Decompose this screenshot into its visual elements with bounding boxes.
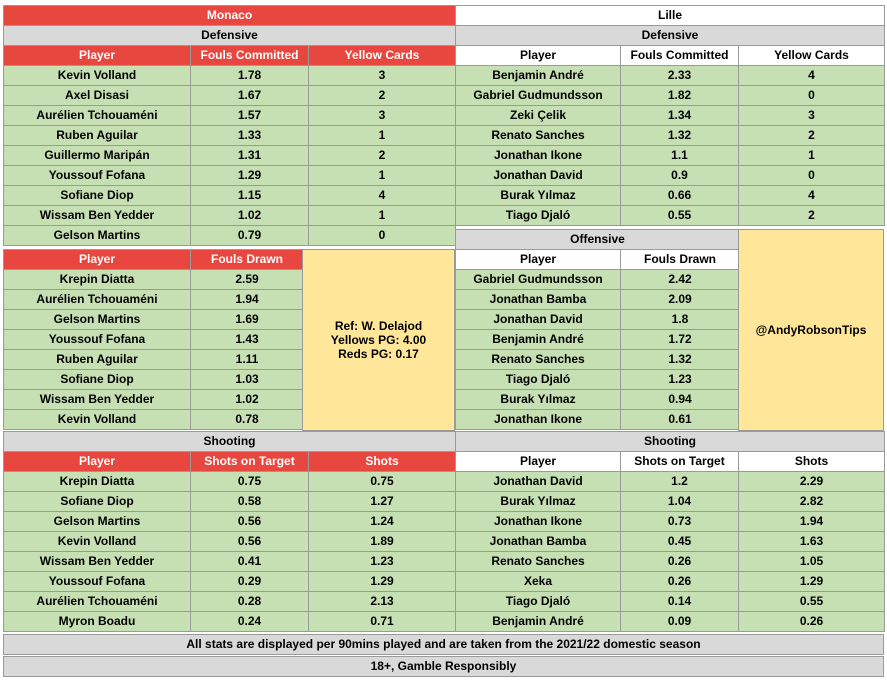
monaco-fouls-committed-header: Player Fouls Committed Yellow Cards [4,46,456,66]
player-name-cell: Krepin Diatta [4,270,191,290]
player-name-cell: Benjamin André [456,330,621,350]
stat-value-cell: 0.29 [191,572,309,592]
stat-value-cell: 1.02 [191,390,304,410]
table-row [4,86,456,106]
player-name-cell: Tiago Djaló [456,206,621,226]
stat-value-cell: 0.56 [191,532,309,552]
stat-value-cell: 1.2 [621,472,739,492]
stat-value-cell: 1.94 [191,290,304,310]
stat-value-cell: 1.33 [191,126,309,146]
handle-box [738,229,884,431]
table-row [456,126,885,146]
table-row [4,226,456,246]
stat-value-cell: 1.05 [739,552,885,572]
player-name-cell: Jonathan Bamba [456,532,621,552]
stat-value-cell: 1.03 [191,370,304,390]
stat-value-cell: 0 [309,226,456,246]
stat-value-cell: 3 [739,106,885,126]
stat-value-cell: 2.42 [621,270,740,290]
table-row [456,350,740,370]
table-row [456,572,885,592]
stat-value-cell: 0.09 [621,612,739,632]
stat-value-cell: 2 [739,126,885,146]
player-name-cell: Kevin Volland [4,410,191,430]
stat-value-cell: 0.56 [191,512,309,532]
monaco-shooting-header: Player Shots on Target Shots [4,452,456,472]
referee-reds: Reds PG: 0.17 [338,347,419,361]
table-row [4,270,304,290]
stat-value-cell: 4 [739,186,885,206]
table-row [456,290,740,310]
lille-fouls-committed-header: Player Fouls Committed Yellow Cards [456,46,885,66]
table-row [456,270,740,290]
lille-shooting-title: Shooting [456,432,885,452]
player-name-cell: Wissam Ben Yedder [4,552,191,572]
table-row [4,350,304,370]
stat-value-cell: 0.73 [621,512,739,532]
table-row [456,492,885,512]
stat-value-cell: 0 [739,166,885,186]
player-name-cell: Jonathan David [456,310,621,330]
player-name-cell: Tiago Djaló [456,370,621,390]
stat-value-cell: 0.26 [621,572,739,592]
player-name-cell: Renato Sanches [456,350,621,370]
lille-offensive-title: Offensive [456,230,740,250]
table-row [456,410,740,430]
table-row [4,126,456,146]
table-row [4,186,456,206]
stat-value-cell: 2.82 [739,492,885,512]
player-name-cell: Renato Sanches [456,552,621,572]
stat-value-cell: 1.69 [191,310,304,330]
table-row [456,166,885,186]
monaco-fouls-drawn-header: Player Fouls Drawn [4,250,304,270]
table-row [4,492,456,512]
player-name-cell: Gabriel Gudmundsson [456,270,621,290]
stat-value-cell: 0.55 [621,206,739,226]
stat-value-cell: 1.94 [739,512,885,532]
table-row [4,532,456,552]
stat-value-cell: 1 [309,166,456,186]
stat-value-cell: 0.55 [739,592,885,612]
stat-value-cell: 1.23 [621,370,740,390]
table-row [456,390,740,410]
lille-shooting-table [455,431,884,632]
player-name-cell: Guillermo Maripán [4,146,191,166]
lille-team-title: Lille [456,6,885,26]
stat-value-cell: 1 [309,126,456,146]
player-name-cell: Burak Yılmaz [456,186,621,206]
stat-value-cell: 2.13 [309,592,456,612]
player-name-cell: Tiago Djaló [456,592,621,612]
stat-value-cell: 1.29 [309,572,456,592]
stat-value-cell: 2 [309,146,456,166]
lille-fouls-drawn-header: Player Fouls Drawn [456,250,740,270]
stat-value-cell: 1.1 [621,146,739,166]
stat-value-cell: 1.72 [621,330,740,350]
stat-value-cell: 0.28 [191,592,309,612]
stat-value-cell: 0.14 [621,592,739,612]
table-row [4,310,304,330]
stat-value-cell: 0 [739,86,885,106]
stat-value-cell: 1.29 [739,572,885,592]
stat-value-cell: 4 [309,186,456,206]
player-name-cell: Benjamin André [456,612,621,632]
monaco-fouls-committed-table [3,5,455,246]
table-row [456,86,885,106]
lille-fouls-committed-table [455,5,884,226]
stat-value-cell: 1.27 [309,492,456,512]
stat-value-cell: 1.11 [191,350,304,370]
stat-value-cell: 0.58 [191,492,309,512]
stat-value-cell: 3 [309,106,456,126]
table-row [4,290,304,310]
stat-value-cell: 1.63 [739,532,885,552]
table-row [456,146,885,166]
player-name-cell: Krepin Diatta [4,472,191,492]
stat-value-cell: 0.41 [191,552,309,572]
table-row [4,592,456,612]
stat-value-cell: 1.29 [191,166,309,186]
player-name-cell: Jonathan David [456,166,621,186]
player-name-cell: Myron Boadu [4,612,191,632]
stat-value-cell: 2.29 [739,472,885,492]
footer-note: All stats are displayed per 90mins played and are taken from the 2021/22 domestic season [3,634,884,655]
player-name-cell: Aurélien Tchouaméni [4,290,191,310]
stat-value-cell: 1.31 [191,146,309,166]
player-name-cell: Kevin Volland [4,66,191,86]
player-name-cell: Ruben Aguilar [4,126,191,146]
player-name-cell: Gelson Martins [4,226,191,246]
player-name-cell: Burak Yılmaz [456,492,621,512]
stat-value-cell: 2.33 [621,66,739,86]
player-name-cell: Zeki Çelik [456,106,621,126]
stat-value-cell: 0.71 [309,612,456,632]
table-row [4,472,456,492]
table-row [4,106,456,126]
player-name-cell: Jonathan Ikone [456,512,621,532]
stat-value-cell: 1.57 [191,106,309,126]
stat-value-cell: 2.09 [621,290,740,310]
table-row [456,612,885,632]
table-row [4,330,304,350]
stat-value-cell: 0.94 [621,390,740,410]
player-name-cell: Jonathan Ikone [456,410,621,430]
referee-box [302,249,455,431]
stat-value-cell: 1.23 [309,552,456,572]
lille-shooting-header: Player Shots on Target Shots [456,452,885,472]
player-name-cell: Sofiane Diop [4,186,191,206]
table-row [4,410,304,430]
player-name-cell: Benjamin André [456,66,621,86]
stat-value-cell: 1.32 [621,350,740,370]
table-row [456,472,885,492]
player-name-cell: Aurélien Tchouaméni [4,106,191,126]
lille-defensive-title: Defensive [456,26,885,46]
monaco-shooting-title: Shooting [4,432,456,452]
stat-value-cell: 2 [739,206,885,226]
stat-value-cell: 3 [309,66,456,86]
table-row [456,106,885,126]
table-row [456,592,885,612]
table-row [456,310,740,330]
table-row [456,512,885,532]
table-row [456,330,740,350]
stat-value-cell: 1.32 [621,126,739,146]
table-row [4,166,456,186]
stat-value-cell: 4 [739,66,885,86]
player-name-cell: Gelson Martins [4,310,191,330]
table-row [4,370,304,390]
player-name-cell: Wissam Ben Yedder [4,206,191,226]
player-name-cell: Wissam Ben Yedder [4,390,191,410]
table-row [456,370,740,390]
player-name-cell: Aurélien Tchouaméni [4,592,191,612]
player-name-cell: Gelson Martins [4,512,191,532]
footer-disclaimer: 18+, Gamble Responsibly [3,656,884,677]
player-name-cell: Jonathan Ikone [456,146,621,166]
stat-value-cell: 0.9 [621,166,739,186]
table-row [456,532,885,552]
stat-value-cell: 0.26 [739,612,885,632]
table-row [4,512,456,532]
player-name-cell: Kevin Volland [4,532,191,552]
stat-value-cell: 0.26 [621,552,739,572]
monaco-defensive-title: Defensive [4,26,456,46]
stat-value-cell: 1.82 [621,86,739,106]
monaco-fouls-drawn-table [3,249,303,430]
stat-value-cell: 1.04 [621,492,739,512]
player-name-cell: Gabriel Gudmundsson [456,86,621,106]
referee-yellows: Yellows PG: 4.00 [330,333,427,347]
stat-value-cell: 0.75 [191,472,309,492]
player-name-cell: Xeka [456,572,621,592]
stat-value-cell: 0.61 [621,410,740,430]
stat-value-cell: 1.78 [191,66,309,86]
stat-value-cell: 0.79 [191,226,309,246]
player-name-cell: Jonathan David [456,472,621,492]
referee-name: Ref: W. Delajod [334,319,423,333]
monaco-team-title: Monaco [4,6,456,26]
player-name-cell: Youssouf Fofana [4,572,191,592]
player-name-cell: Jonathan Bamba [456,290,621,310]
stat-value-cell: 0.45 [621,532,739,552]
table-row [4,572,456,592]
player-name-cell: Burak Yılmaz [456,390,621,410]
player-name-cell: Youssouf Fofana [4,330,191,350]
player-name-cell: Youssouf Fofana [4,166,191,186]
stat-value-cell: 0.24 [191,612,309,632]
stat-value-cell: 2.59 [191,270,304,290]
monaco-shooting-table [3,431,455,632]
stat-value-cell: 1.89 [309,532,456,552]
stat-value-cell: 1.24 [309,512,456,532]
stat-value-cell: 1.8 [621,310,740,330]
stat-value-cell: 0.66 [621,186,739,206]
table-row [456,206,885,226]
player-name-cell: Sofiane Diop [4,492,191,512]
stat-value-cell: 1 [739,146,885,166]
stat-value-cell: 1 [309,206,456,226]
stat-value-cell: 1.02 [191,206,309,226]
player-name-cell: Sofiane Diop [4,370,191,390]
table-row [456,186,885,206]
stat-value-cell: 1.67 [191,86,309,106]
player-name-cell: Ruben Aguilar [4,350,191,370]
table-row [4,612,456,632]
table-row [4,146,456,166]
stat-value-cell: 0.78 [191,410,304,430]
stat-value-cell: 1.34 [621,106,739,126]
twitter-handle: @AndyRobsonTips [755,323,867,337]
stat-value-cell: 1.15 [191,186,309,206]
stat-value-cell: 1.43 [191,330,304,350]
table-row [4,390,304,410]
player-name-cell: Axel Disasi [4,86,191,106]
table-row [4,552,456,572]
lille-fouls-drawn-table [455,229,739,430]
table-row [4,206,456,226]
table-row [456,66,885,86]
player-name-cell: Renato Sanches [456,126,621,146]
table-row [4,66,456,86]
stat-value-cell: 0.75 [309,472,456,492]
table-row [456,552,885,572]
stat-value-cell: 2 [309,86,456,106]
